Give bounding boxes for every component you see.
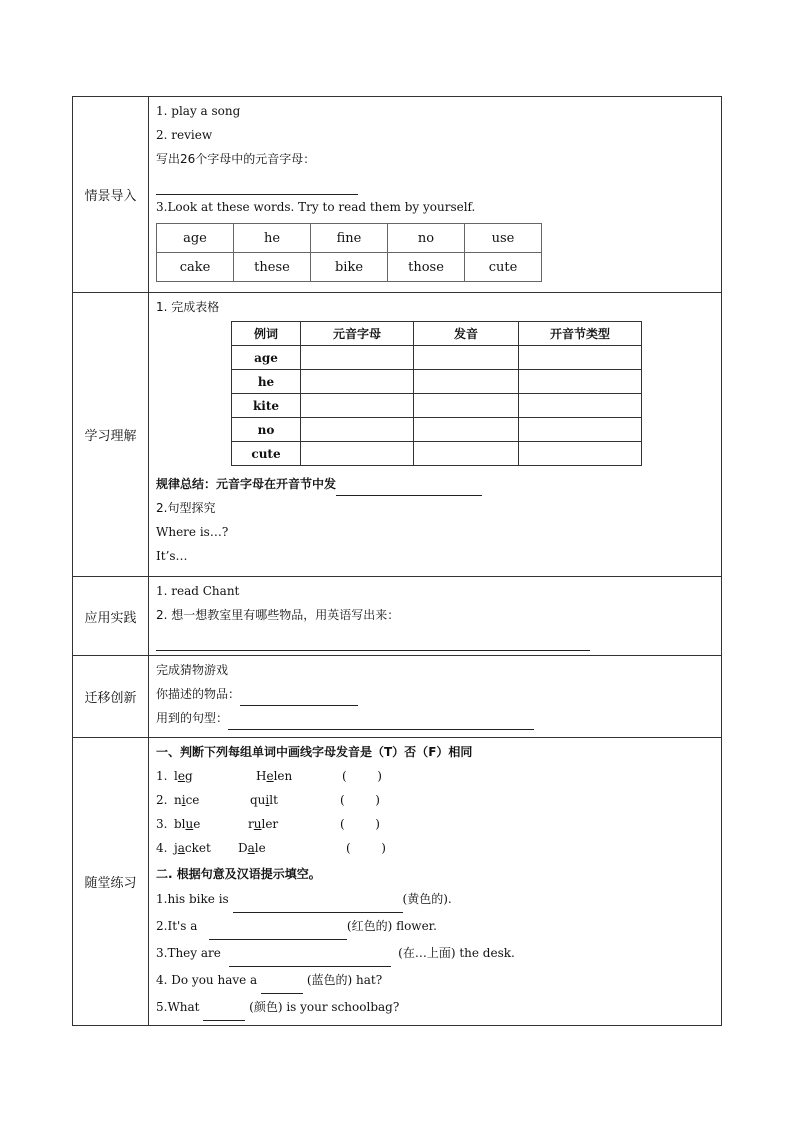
word-cell: cute	[465, 253, 542, 282]
question-text: 5.What	[156, 1000, 200, 1014]
fill-row	[232, 346, 642, 370]
word-part: j	[174, 841, 178, 855]
sentence-answer: It’s…	[156, 549, 188, 563]
answer-blank[interactable]	[156, 180, 358, 195]
pair-row	[156, 788, 714, 812]
fill-cell[interactable]	[414, 346, 519, 370]
section-content	[149, 97, 722, 293]
pair-row	[156, 764, 714, 788]
question-text: (颜色) is your schoolbag?	[249, 1000, 400, 1014]
word-part: g	[184, 769, 193, 783]
words-row	[157, 224, 542, 253]
word-cell: use	[465, 224, 542, 253]
word-part: cket	[184, 841, 211, 855]
intro-item-3: 3.Look at these words. Try to read them by yourself.	[156, 200, 476, 214]
underlined-letter: i	[181, 793, 186, 807]
fill-row	[232, 394, 642, 418]
underlined-letter: a	[247, 841, 255, 855]
fill-cell[interactable]	[301, 418, 414, 442]
word-part: r	[248, 817, 254, 831]
question-text: 1.his bike is	[156, 892, 229, 906]
fill-cell[interactable]	[414, 442, 519, 466]
transfer-line-2: 你描述的物品：	[156, 687, 241, 701]
intro-item-1: 1. play a song	[156, 104, 241, 118]
intro-item-2-prompt: 写出26个字母中的元音字母：	[156, 152, 316, 166]
word-part: n	[174, 793, 182, 807]
sentence-question: Where is…?	[156, 525, 229, 539]
section-content	[149, 738, 722, 1026]
example-word: cute	[232, 442, 301, 466]
example-word: no	[232, 418, 301, 442]
example-word: kite	[232, 394, 301, 418]
answer-blank[interactable]	[203, 1006, 245, 1021]
word-part: lt	[269, 793, 278, 807]
answer-paren[interactable]: ( )	[346, 841, 386, 855]
answer-blank[interactable]	[240, 691, 358, 706]
word-part: ler	[261, 817, 279, 831]
underlined-letter: a	[177, 841, 185, 855]
practice-item-1: 1. read Chant	[156, 584, 240, 598]
section-content	[149, 293, 722, 577]
question-text: (红色的) flower.	[346, 919, 437, 933]
fill-table	[231, 321, 642, 466]
answer-blank[interactable]	[156, 636, 590, 651]
word-part: H	[256, 769, 267, 783]
fill-row	[232, 442, 642, 466]
fill-row	[232, 418, 642, 442]
word-cell: he	[234, 224, 311, 253]
underlined-letter: u	[185, 817, 194, 831]
answer-blank[interactable]	[229, 952, 391, 967]
underlined-letter: u	[253, 817, 262, 831]
fill-cell[interactable]	[519, 442, 642, 466]
fill-cell[interactable]	[301, 442, 414, 466]
transfer-line-1: 完成猜物游戏	[156, 663, 229, 677]
answer-blank[interactable]	[261, 979, 303, 994]
word-cell: these	[234, 253, 311, 282]
lesson-plan-table	[72, 96, 722, 1026]
fill-header: 发音	[414, 322, 519, 346]
section-label: 迁移创新	[73, 656, 149, 738]
section-label: 随堂练习	[73, 738, 149, 1026]
fill-header-row	[232, 322, 642, 346]
word-part: l	[174, 769, 178, 783]
exercise-part-2-title: 二. 根据句意及汉语提示填空。	[156, 867, 321, 881]
fill-cell[interactable]	[519, 370, 642, 394]
word-part: e	[193, 817, 201, 831]
fill-cell[interactable]	[414, 418, 519, 442]
underlined-letter: e	[266, 769, 274, 783]
pair-number: 3.	[156, 817, 168, 831]
section-label: 情景导入	[73, 97, 149, 293]
words-row	[157, 253, 542, 282]
section-study	[73, 293, 722, 577]
fill-cell[interactable]	[414, 370, 519, 394]
practice-item-2: 2. 想一想教室里有哪些物品，用英语写出来：	[156, 608, 400, 622]
answer-paren[interactable]: ( )	[340, 793, 380, 807]
word-cell: fine	[311, 224, 388, 253]
section-label: 学习理解	[73, 293, 149, 577]
word-part: bl	[174, 817, 186, 831]
intro-item-2: 2. review	[156, 128, 213, 142]
pair-number: 4.	[156, 841, 168, 855]
pair-row	[156, 836, 714, 860]
fill-cell[interactable]	[301, 370, 414, 394]
answer-blank[interactable]	[228, 715, 534, 730]
answer-paren[interactable]: ( )	[342, 769, 382, 783]
rule-summary: 规律总结：元音字母在开音节中发	[156, 477, 337, 491]
fill-cell[interactable]	[519, 418, 642, 442]
section-transfer	[73, 656, 722, 738]
word-part: ce	[185, 793, 200, 807]
pair-row	[156, 812, 714, 836]
section-content	[149, 656, 722, 738]
section-exercise	[73, 738, 722, 1026]
study-item-2: 2.句型探究	[156, 501, 216, 515]
underlined-letter: i	[265, 793, 270, 807]
fill-row	[232, 370, 642, 394]
word-part: le	[254, 841, 266, 855]
fill-cell[interactable]	[519, 346, 642, 370]
word-cell: age	[157, 224, 234, 253]
word-part: qu	[250, 793, 266, 807]
question-text: 4. Do you have a	[156, 973, 258, 987]
question-text: 3.They are	[156, 946, 221, 960]
section-practice	[73, 577, 722, 656]
fill-header: 例词	[232, 322, 301, 346]
exercise-part-1-title: 一、判断下列每组单词中画线字母发音是（T）否（F）相同	[156, 745, 473, 759]
question-text: (在…上面) the desk.	[398, 946, 515, 960]
example-word: he	[232, 370, 301, 394]
word-cell: bike	[311, 253, 388, 282]
word-cell: no	[388, 224, 465, 253]
fill-cell[interactable]	[414, 394, 519, 418]
study-item-1: 1. 完成表格	[156, 300, 220, 314]
section-intro	[73, 97, 722, 293]
example-word: age	[232, 346, 301, 370]
answer-paren[interactable]: ( )	[340, 817, 380, 831]
question-text: (黄色的).	[402, 892, 452, 906]
section-label: 应用实践	[73, 577, 149, 656]
word-part: D	[238, 841, 248, 855]
fill-cell[interactable]	[301, 394, 414, 418]
answer-blank[interactable]	[336, 481, 482, 496]
fill-cell[interactable]	[519, 394, 642, 418]
fill-cell[interactable]	[301, 346, 414, 370]
section-content	[149, 577, 722, 656]
question-text: (蓝色的) hat?	[306, 973, 383, 987]
words-table	[156, 223, 542, 282]
word-part: len	[273, 769, 293, 783]
fill-header: 开音节类型	[519, 322, 642, 346]
answer-blank[interactable]	[233, 898, 403, 913]
transfer-line-3: 用到的句型：	[156, 711, 229, 725]
fill-header: 元音字母	[301, 322, 414, 346]
underlined-letter: e	[177, 769, 185, 783]
word-cell: cake	[157, 253, 234, 282]
word-cell: those	[388, 253, 465, 282]
pair-number: 2.	[156, 793, 168, 807]
question-text: 2.It's a	[156, 919, 198, 933]
answer-blank[interactable]	[209, 925, 347, 940]
pair-number: 1.	[156, 769, 168, 783]
